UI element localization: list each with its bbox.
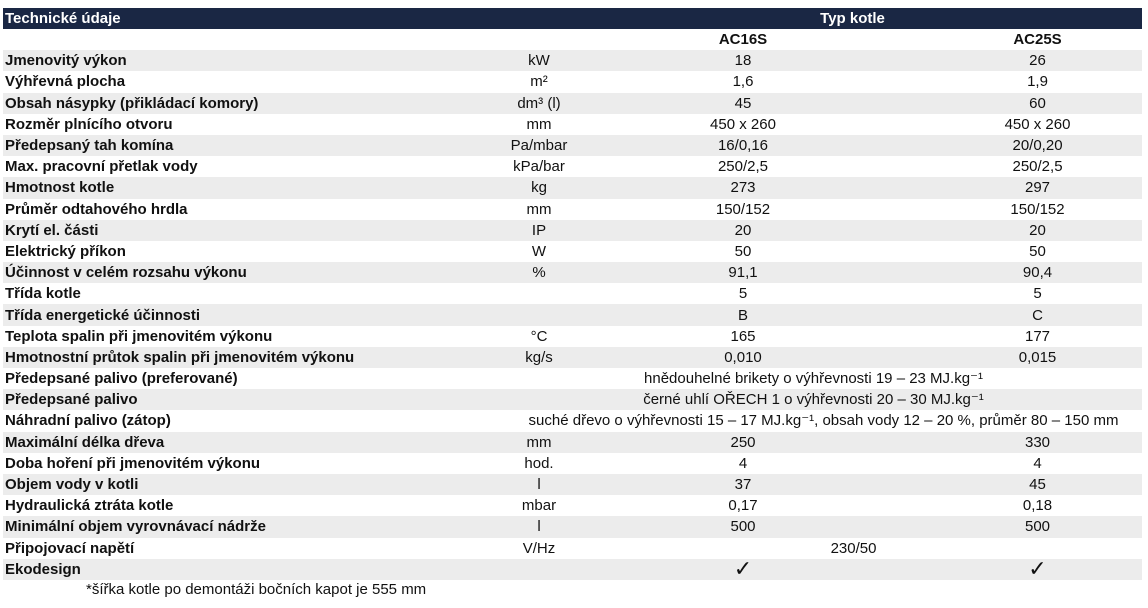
table-row bbox=[3, 220, 1142, 241]
row-label: Max. pracovní přetlak vody bbox=[5, 158, 198, 176]
row-label: Třída energetické účinnosti bbox=[5, 306, 201, 324]
model-a: AC16S bbox=[718, 31, 768, 49]
value-ac16s: 20 bbox=[734, 221, 752, 239]
value-ac16s: 165 bbox=[730, 327, 756, 345]
row-label: Náhradní palivo (zátop) bbox=[5, 412, 171, 430]
table-row bbox=[3, 474, 1142, 495]
value-ac16s: 45 bbox=[734, 94, 752, 112]
value-ac25s: 250/2,5 bbox=[1012, 158, 1063, 176]
value-ac25s: 20 bbox=[1029, 221, 1046, 239]
table-row bbox=[3, 262, 1142, 283]
fuel-row bbox=[3, 389, 1142, 410]
checkmark-icon: ✓ bbox=[733, 556, 753, 582]
row-label: Obsah násypky (přikládací komory) bbox=[5, 94, 259, 112]
fuel-row bbox=[3, 368, 1142, 389]
value-ac16s: 16/0,16 bbox=[717, 137, 769, 155]
row-unit: l bbox=[537, 518, 541, 536]
table-header bbox=[3, 8, 1142, 29]
row-label: Maximální délka dřeva bbox=[5, 433, 165, 451]
row-unit: W bbox=[531, 242, 547, 260]
voltage-value: 230/50 bbox=[830, 539, 877, 557]
value-ac25s: 500 bbox=[1024, 518, 1051, 536]
value-ac25s: 297 bbox=[1024, 179, 1051, 197]
row-unit: mbar bbox=[521, 497, 557, 515]
value-ac16s: 250 bbox=[730, 433, 756, 451]
model-b: AC25S bbox=[1013, 31, 1062, 49]
header-group: Typ kotle bbox=[820, 10, 885, 27]
value-ac25s: 50 bbox=[1029, 242, 1046, 260]
value-ac25s: C bbox=[1032, 306, 1043, 324]
row-unit: V/Hz bbox=[522, 539, 556, 557]
value-ac25s: 150/152 bbox=[1010, 200, 1065, 218]
value-ac16s: 1,6 bbox=[732, 73, 754, 91]
row-label: Předepsané palivo bbox=[5, 391, 138, 409]
table-row bbox=[3, 50, 1142, 71]
row-unit bbox=[485, 304, 593, 325]
value-ac25s: 1,9 bbox=[1027, 73, 1048, 91]
value-ac25s: 330 bbox=[1024, 433, 1051, 451]
fuel-row bbox=[3, 410, 1142, 431]
table-row bbox=[3, 326, 1142, 347]
table-row bbox=[3, 347, 1142, 368]
row-label: Průměr odtahového hrdla bbox=[5, 200, 188, 218]
row-label: Krytí el. části bbox=[5, 221, 99, 239]
table-row bbox=[3, 304, 1142, 325]
row-label: Předepsaný tah komína bbox=[5, 137, 174, 155]
empty-cell bbox=[485, 559, 593, 580]
row-unit: mm bbox=[526, 433, 552, 451]
value-ac16s: 91,1 bbox=[728, 264, 758, 282]
table-row bbox=[3, 283, 1142, 304]
row-unit: Pa/mbar bbox=[510, 137, 568, 155]
row-unit: °C bbox=[530, 327, 548, 345]
row-label: Třída kotle bbox=[5, 285, 81, 303]
row-unit: kPa/bar bbox=[513, 158, 565, 176]
row-label: Hydraulická ztráta kotle bbox=[5, 497, 174, 515]
table-row bbox=[3, 453, 1142, 474]
value-ac25s: 60 bbox=[1029, 94, 1046, 112]
table-row bbox=[3, 495, 1142, 516]
row-label: Jmenovitý výkon bbox=[5, 52, 127, 70]
checkmark-icon: ✓ bbox=[1028, 556, 1047, 582]
fuel-description: suché dřevo o výhřevnosti 15 – 17 MJ.kg⁻¹, obsah vody 12 – 20 %, průměr 80 – 150 mm bbox=[528, 412, 1119, 430]
value-ac16s: 37 bbox=[734, 476, 752, 494]
value-ac25s: 0,015 bbox=[1018, 348, 1057, 366]
footnote: *šířka kotle po demontáži bočních kapot je 555 mm bbox=[86, 581, 427, 598]
value-ac25s: 177 bbox=[1024, 327, 1051, 345]
value-ac16s: 0,17 bbox=[728, 497, 758, 515]
row-label: Hmotnost kotle bbox=[5, 179, 115, 197]
value-ac16s: 150/152 bbox=[715, 200, 771, 218]
value-ac16s: 5 bbox=[738, 285, 748, 303]
fuel-description: černé uhlí OŘECH 1 o výhřevnosti 20 – 30 MJ.kg⁻¹ bbox=[643, 391, 984, 409]
row-unit: kW bbox=[528, 52, 550, 70]
table-row bbox=[3, 516, 1142, 537]
value-ac16s: 0,010 bbox=[724, 348, 762, 366]
row-unit: % bbox=[532, 264, 546, 282]
row-unit: kg bbox=[531, 179, 547, 197]
value-ac16s: 18 bbox=[734, 52, 752, 70]
value-ac16s: 250/2,5 bbox=[717, 158, 769, 176]
row-label: Připojovací napětí bbox=[5, 539, 135, 557]
row-label: Rozměr plnícího otvoru bbox=[5, 115, 173, 133]
model-row bbox=[3, 29, 1142, 50]
voltage-row bbox=[3, 538, 1142, 559]
row-unit: mm bbox=[526, 115, 552, 133]
ecodesign-row bbox=[3, 559, 1142, 580]
value-ac16s: 273 bbox=[730, 179, 756, 197]
row-label: Ekodesign bbox=[5, 560, 81, 578]
row-unit: IP bbox=[531, 221, 547, 239]
value-ac16s: 450 x 260 bbox=[710, 115, 776, 133]
value-ac16s: 50 bbox=[734, 242, 752, 260]
row-unit: kg/s bbox=[525, 348, 553, 366]
table-row bbox=[3, 135, 1142, 156]
value-ac25s: 45 bbox=[1029, 476, 1046, 494]
row-unit bbox=[485, 283, 593, 304]
value-ac25s: 26 bbox=[1029, 52, 1046, 70]
table-row bbox=[3, 93, 1142, 114]
row-label: Elektrický příkon bbox=[5, 242, 126, 260]
row-unit: dm³ (l) bbox=[517, 94, 561, 112]
fuel-description: hnědouhelné brikety o výhřevnosti 19 – 23 MJ.kg⁻¹ bbox=[644, 370, 983, 388]
value-ac16s: 500 bbox=[730, 518, 756, 536]
row-label: Hmotnostní průtok spalin při jmenovitém výkonu bbox=[5, 348, 355, 366]
table-row bbox=[3, 241, 1142, 262]
spec-table bbox=[3, 8, 1142, 580]
row-label: Předepsané palivo (preferované) bbox=[5, 370, 238, 388]
table-row bbox=[3, 177, 1142, 198]
row-label: Doba hoření při jmenovitém výkonu bbox=[5, 454, 261, 472]
value-ac25s: 5 bbox=[1033, 285, 1042, 303]
row-label: Výhřevná plocha bbox=[5, 73, 126, 91]
header-title: Technické údaje bbox=[5, 10, 121, 27]
row-label: Teplota spalin při jmenovitém výkonu bbox=[5, 327, 273, 345]
row-unit: mm bbox=[526, 200, 552, 218]
row-unit: l bbox=[537, 476, 541, 494]
value-ac25s: 450 x 260 bbox=[1004, 115, 1071, 133]
value-ac25s: 0,18 bbox=[1022, 497, 1053, 515]
value-ac25s: 90,4 bbox=[1022, 264, 1053, 282]
table-row bbox=[3, 114, 1142, 135]
value-ac25s: 20/0,20 bbox=[1012, 137, 1063, 155]
row-unit: m² bbox=[530, 73, 548, 91]
row-label: Minimální objem vyrovnávací nádrže bbox=[5, 518, 266, 536]
value-ac16s: B bbox=[737, 306, 748, 324]
table-row bbox=[3, 71, 1142, 92]
table-row bbox=[3, 156, 1142, 177]
row-label: Objem vody v kotli bbox=[5, 476, 139, 494]
row-label: Účinnost v celém rozsahu výkonu bbox=[5, 264, 247, 282]
row-unit: hod. bbox=[524, 454, 554, 472]
table-row bbox=[3, 432, 1142, 453]
value-ac25s: 4 bbox=[1033, 454, 1042, 472]
value-ac16s: 4 bbox=[738, 454, 748, 472]
table-row bbox=[3, 199, 1142, 220]
